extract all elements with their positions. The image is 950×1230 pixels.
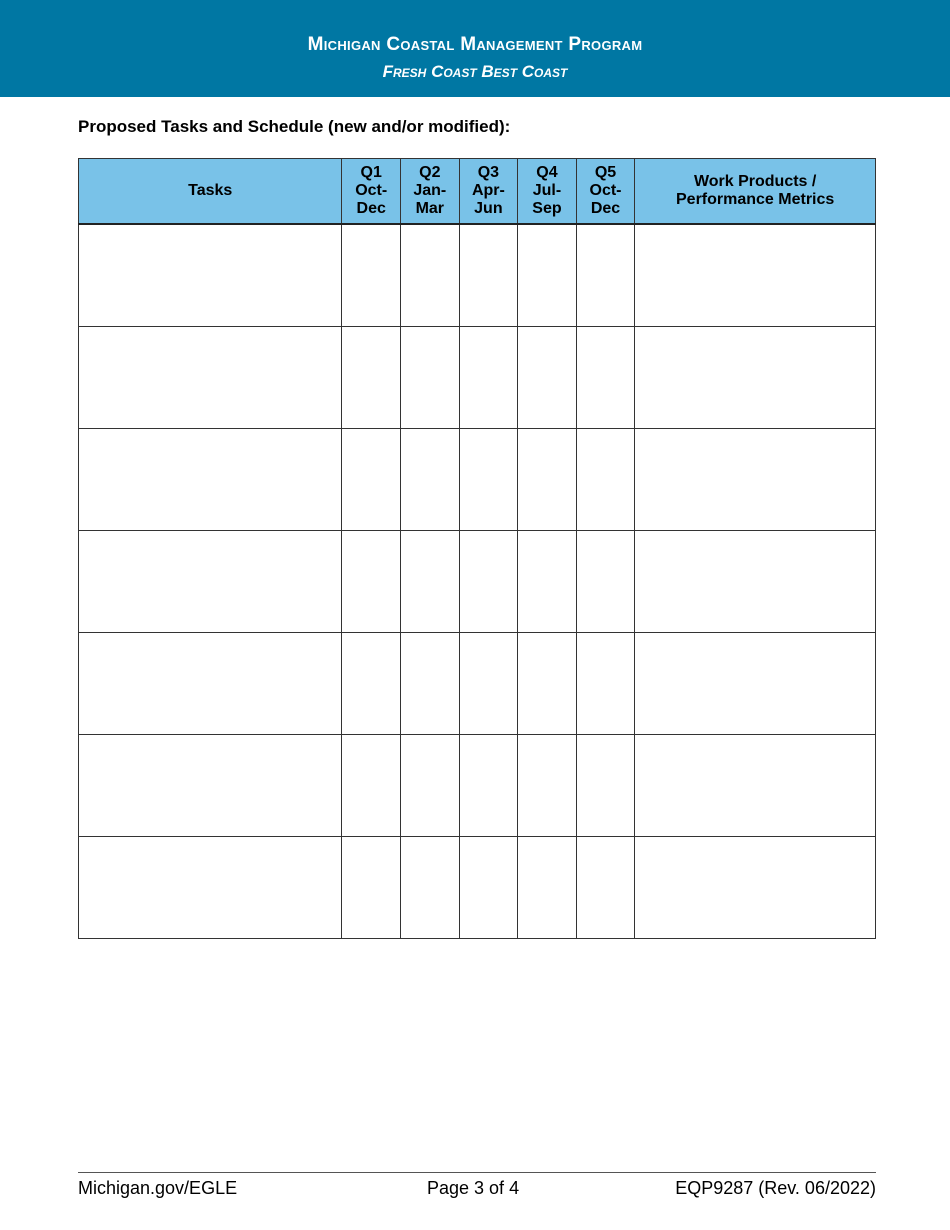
table-cell[interactable] <box>459 531 518 633</box>
table-cell[interactable] <box>576 735 635 837</box>
table-cell[interactable] <box>459 429 518 531</box>
table-cell[interactable] <box>401 735 460 837</box>
column-header-line: Jul- <box>532 182 562 199</box>
table-cell[interactable] <box>576 837 635 939</box>
column-header <box>635 159 876 225</box>
column-header-line: Q5 <box>594 164 617 181</box>
table-row <box>79 531 876 633</box>
column-header-line: Mar <box>415 200 445 217</box>
table-cell[interactable] <box>518 735 577 837</box>
column-header-line: Q2 <box>419 164 441 181</box>
program-title: Michigan Coastal Management Program <box>307 34 643 55</box>
program-slogan: Fresh Coast Best Coast <box>382 62 568 81</box>
table-cell[interactable] <box>79 633 342 735</box>
column-header-line: Sep <box>532 200 562 217</box>
table-row <box>79 224 876 327</box>
table-cell[interactable] <box>79 735 342 837</box>
table-cell[interactable] <box>518 837 577 939</box>
table-row <box>79 429 876 531</box>
page-footer <box>78 1172 876 1198</box>
column-header-line: Q1 <box>360 164 382 181</box>
table-cell[interactable] <box>401 429 460 531</box>
column-header-line: Q4 <box>536 164 558 181</box>
table-cell[interactable] <box>401 327 460 429</box>
table-row <box>79 327 876 429</box>
table-cell[interactable] <box>635 429 876 531</box>
column-header-line: Oct- <box>355 182 388 199</box>
table-cell[interactable] <box>518 224 577 327</box>
table-cell[interactable] <box>459 735 518 837</box>
table-cell[interactable] <box>342 224 401 327</box>
footer-website: Michigan.gov/EGLE <box>78 1178 238 1198</box>
table-cell[interactable] <box>518 633 577 735</box>
table-cell[interactable] <box>459 633 518 735</box>
table-cell[interactable] <box>635 531 876 633</box>
table-cell[interactable] <box>576 633 635 735</box>
column-header-line: Oct- <box>589 182 622 199</box>
table-cell[interactable] <box>342 429 401 531</box>
table-cell[interactable] <box>79 429 342 531</box>
column-header-line: Tasks <box>188 182 233 199</box>
column-header-line: Apr- <box>471 182 505 199</box>
table-cell[interactable] <box>401 224 460 327</box>
column-header-line: Performance Metrics <box>676 191 835 208</box>
table-row <box>79 735 876 837</box>
table-cell[interactable] <box>576 327 635 429</box>
table-cell[interactable] <box>342 327 401 429</box>
table-cell[interactable] <box>401 837 460 939</box>
page-number: Page 3 of 4 <box>427 1178 520 1198</box>
table-cell[interactable] <box>635 224 876 327</box>
column-header-line: Jan- <box>413 182 447 199</box>
table-cell[interactable] <box>342 735 401 837</box>
column-header-line: Q3 <box>477 164 500 181</box>
table-cell[interactable] <box>342 837 401 939</box>
column-header <box>459 159 518 225</box>
table-cell[interactable] <box>576 224 635 327</box>
column-header-line: Dec <box>590 200 621 217</box>
column-header-line: Work Products / <box>693 173 817 190</box>
table-cell[interactable] <box>518 327 577 429</box>
column-header <box>576 159 635 225</box>
column-header <box>518 159 577 225</box>
table-cell[interactable] <box>576 531 635 633</box>
table-cell[interactable] <box>459 327 518 429</box>
table-cell[interactable] <box>79 224 342 327</box>
table-cell[interactable] <box>518 429 577 531</box>
column-header <box>401 159 460 225</box>
table-cell[interactable] <box>459 837 518 939</box>
section-heading: Proposed Tasks and Schedule (new and/or modified): <box>78 117 511 136</box>
table-cell[interactable] <box>635 837 876 939</box>
table-row <box>79 837 876 939</box>
column-header-line: Jun <box>474 200 503 217</box>
table-row <box>79 633 876 735</box>
table-cell[interactable] <box>79 531 342 633</box>
table-cell[interactable] <box>79 327 342 429</box>
table-cell[interactable] <box>459 224 518 327</box>
table-cell[interactable] <box>79 837 342 939</box>
column-header <box>342 159 401 225</box>
column-header <box>79 159 342 225</box>
table-cell[interactable] <box>518 531 577 633</box>
header-banner <box>0 0 950 97</box>
table-cell[interactable] <box>401 531 460 633</box>
column-header-line: Dec <box>356 200 386 217</box>
table-cell[interactable] <box>576 429 635 531</box>
form-number: EQP9287 (Rev. 06/2022) <box>675 1178 876 1198</box>
table-cell[interactable] <box>342 531 401 633</box>
tasks-schedule-table <box>78 158 876 939</box>
table-cell[interactable] <box>635 327 876 429</box>
table-cell[interactable] <box>401 633 460 735</box>
table-cell[interactable] <box>635 633 876 735</box>
table-cell[interactable] <box>342 633 401 735</box>
table-cell[interactable] <box>635 735 876 837</box>
